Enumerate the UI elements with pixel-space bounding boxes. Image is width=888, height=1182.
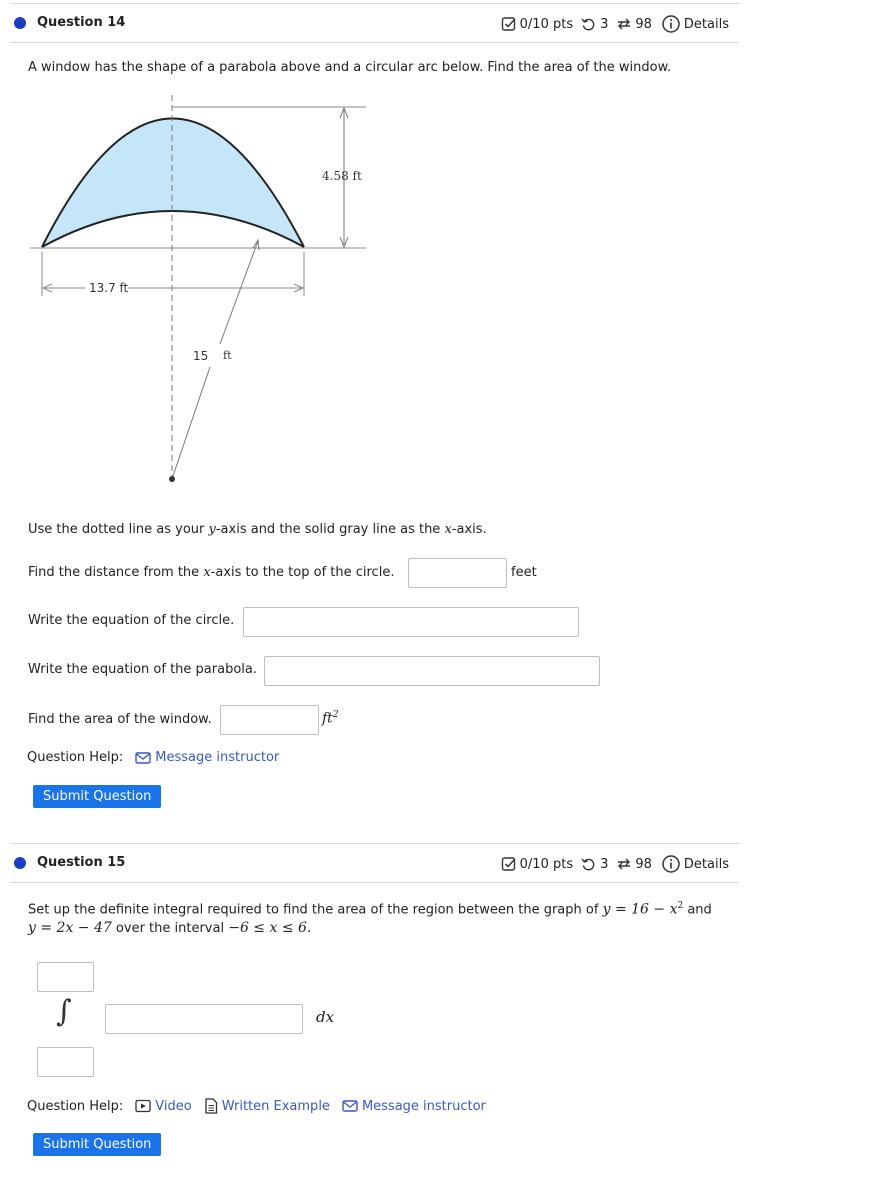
- help-label: Question Help:: [27, 750, 124, 765]
- question-prompt: A window has the shape of a parabola above and a circular arc below. Find the area of the window.: [28, 60, 672, 75]
- checkbox-score-icon: [501, 16, 517, 32]
- retries-count: 3: [600, 16, 609, 32]
- part1-unit: feet: [511, 565, 537, 580]
- radius-line-lower: [172, 367, 210, 479]
- question-help-row: [27, 1098, 486, 1114]
- radius-line-upper: [220, 241, 258, 344]
- info-icon[interactable]: [662, 15, 680, 33]
- question-help-row: [27, 750, 279, 765]
- area-unit: $ft^2$: [322, 710, 339, 727]
- width-label: 13.7 ft: [89, 281, 129, 295]
- question-prompt-line2: y = 2x − 47 over the interval −6 ≤ x ≤ 6.: [28, 920, 312, 936]
- part2-prompt: Write the equation of the circle.: [28, 613, 235, 628]
- distance-answer-input[interactable]: [408, 558, 507, 588]
- attempts-icon: [616, 16, 632, 32]
- message-instructor-link[interactable]: Message instructor: [155, 750, 280, 765]
- part1-prompt: Find the distance from the x-axis to the top of the circle.: [28, 565, 395, 580]
- area-answer-input[interactable]: [220, 705, 319, 735]
- circle-center-dot: [169, 476, 175, 482]
- video-link[interactable]: Video: [155, 1098, 192, 1114]
- message-instructor-link[interactable]: Message instructor: [361, 1098, 486, 1114]
- written-example-link[interactable]: Written Example: [221, 1098, 330, 1114]
- question-14-header: [10, 3, 739, 43]
- mail-icon: [342, 1099, 358, 1113]
- radius-label-number: 15: [193, 349, 209, 363]
- video-icon: [135, 1099, 151, 1113]
- attempts-count: 98: [635, 856, 652, 872]
- height-label: 4.58 ft: [322, 169, 362, 183]
- question-15-header: [10, 843, 739, 883]
- question-title: Question 14: [37, 15, 126, 30]
- score-text: 0/10 pts: [519, 856, 574, 872]
- checkbox-score-icon: [501, 856, 517, 872]
- mail-icon: [135, 751, 151, 765]
- window-figure: [30, 90, 390, 490]
- submit-question-button[interactable]: Submit Question: [33, 1133, 161, 1156]
- attempts-count: 98: [635, 16, 652, 32]
- part3-prompt: Write the equation of the parabola.: [28, 662, 257, 677]
- integral-sign: ∫: [56, 994, 72, 1029]
- question-prompt-line1: Set up the definite integral required to find the area of the region between the graph of $y = 16 - x^2$ and: [28, 901, 712, 918]
- lower-limit-input[interactable]: [37, 1047, 94, 1077]
- retry-icon: [581, 17, 596, 32]
- radius-label-unit: ft: [223, 349, 232, 362]
- details-link[interactable]: Details: [683, 16, 729, 32]
- score-text: 0/10 pts: [519, 16, 574, 32]
- parabola-equation-input[interactable]: [264, 656, 600, 686]
- integrand-input[interactable]: [105, 1004, 303, 1034]
- question-meta: [501, 15, 729, 33]
- part4-prompt: Find the area of the window.: [28, 712, 212, 727]
- retry-icon: [581, 857, 596, 872]
- help-label: Question Help:: [27, 1098, 124, 1114]
- info-icon[interactable]: [662, 855, 680, 873]
- document-icon: [204, 1098, 218, 1114]
- retries-count: 3: [600, 856, 609, 872]
- axes-instruction: Use the dotted line as your y-axis and the solid gray line as the x-axis.: [28, 522, 487, 537]
- details-link[interactable]: Details: [683, 856, 729, 872]
- submit-question-button[interactable]: Submit Question: [33, 785, 161, 808]
- upper-limit-input[interactable]: [37, 962, 94, 992]
- question-title: Question 15: [37, 855, 126, 870]
- question-status-dot: [14, 857, 26, 869]
- attempts-icon: [616, 856, 632, 872]
- circle-equation-input[interactable]: [243, 607, 579, 637]
- question-meta: [501, 855, 729, 873]
- dx-label: dx: [316, 1008, 335, 1026]
- question-status-dot: [14, 17, 26, 29]
